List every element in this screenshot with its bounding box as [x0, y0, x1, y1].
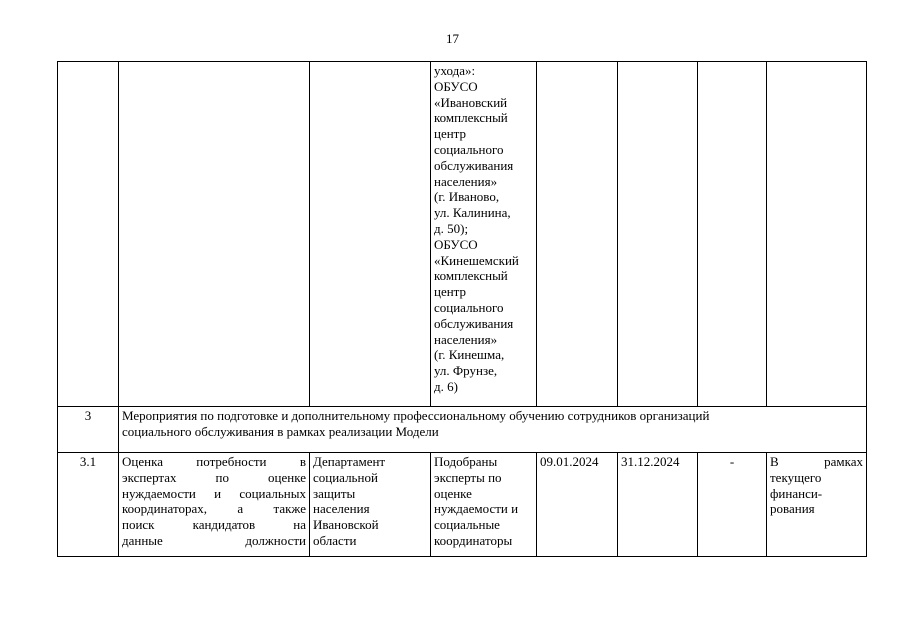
text-line: ул. Калинина, [434, 205, 511, 221]
cell-result [431, 62, 537, 407]
text-line: социального [434, 299, 504, 315]
text-line: населения» [434, 173, 498, 189]
text-line: экспертах по оценке [122, 469, 306, 485]
text-line: поиск кандидатов на [122, 517, 306, 533]
cell-number [58, 62, 119, 407]
cell-responsible [310, 453, 431, 557]
cell-end-date: 31.12.2024 [618, 453, 698, 557]
text-line: социального [434, 141, 504, 157]
text-line: рования [770, 501, 815, 517]
text-line: социальные [434, 517, 500, 533]
text-line: комплексный [434, 110, 508, 126]
text-line: Оценка потребности в [122, 454, 306, 469]
cell-activity [119, 62, 310, 407]
section-title-line: социального обслуживания в рамках реализации Модели [122, 423, 439, 439]
text-line: оценке [434, 485, 472, 501]
cell-end-date [618, 62, 698, 407]
cell-financing [767, 62, 867, 407]
text-line: ул. Фрунзе, [434, 363, 498, 379]
text-line: нуждаемости и [434, 501, 519, 517]
text-line: эксперты по [434, 469, 502, 485]
table-row-continuation [58, 62, 867, 407]
text-line: (г. Кинешма, [434, 347, 505, 363]
cell-start-date: 09.01.2024 [537, 453, 618, 557]
text-line: «Ивановский [434, 94, 508, 110]
page-number: 17 [446, 31, 459, 46]
text-line: обслуживания [434, 157, 514, 173]
section-title-line: Мероприятия по подготовке и дополнительному профессиональному обучению сотрудников организаций [122, 408, 710, 423]
cell-activity [119, 453, 310, 557]
section-number: 3 [58, 407, 119, 453]
text-line: финанси- [770, 485, 823, 501]
text-line: Департамент [313, 454, 386, 469]
cell-amount [698, 62, 767, 407]
text-line: населения» [434, 331, 498, 347]
table-row-3-1 [58, 453, 867, 557]
cell-result [431, 453, 537, 557]
text-line: д. 50); [434, 220, 469, 236]
text-line: защиты [313, 485, 356, 501]
text-line: (г. Иваново, [434, 189, 500, 205]
text-line: социальной [313, 469, 378, 485]
cell-amount: - [698, 453, 767, 557]
text-line: области [313, 532, 357, 548]
table-row-section [58, 407, 867, 453]
cell-start-date [537, 62, 618, 407]
text-line: населения [313, 501, 370, 517]
text-line: «Кинешемский [434, 252, 519, 268]
text-line: В рамках [770, 454, 863, 469]
text-line: обслуживания [434, 315, 514, 331]
cell-responsible [310, 62, 431, 407]
section-title [119, 407, 867, 453]
text-line: Подобраны [434, 454, 498, 469]
text-line: Ивановской [313, 517, 379, 533]
text-line: д. 6) [434, 378, 458, 394]
text-line: данные должности [122, 532, 306, 548]
text-line: ОБУСО [434, 78, 478, 94]
text-line: ухода»: [434, 63, 476, 78]
text-line: нуждаемости и социальных [122, 485, 306, 501]
text-line: координаторы [434, 532, 513, 548]
text-line: центр [434, 126, 467, 142]
plan-table [57, 61, 867, 557]
text-line: координаторах, а также [122, 501, 306, 517]
text-line: центр [434, 284, 467, 300]
text-line: текущего [770, 469, 822, 485]
row-number: 3.1 [58, 453, 119, 557]
text-line: комплексный [434, 268, 508, 284]
text-line: ОБУСО [434, 236, 478, 252]
cell-financing [767, 453, 867, 557]
